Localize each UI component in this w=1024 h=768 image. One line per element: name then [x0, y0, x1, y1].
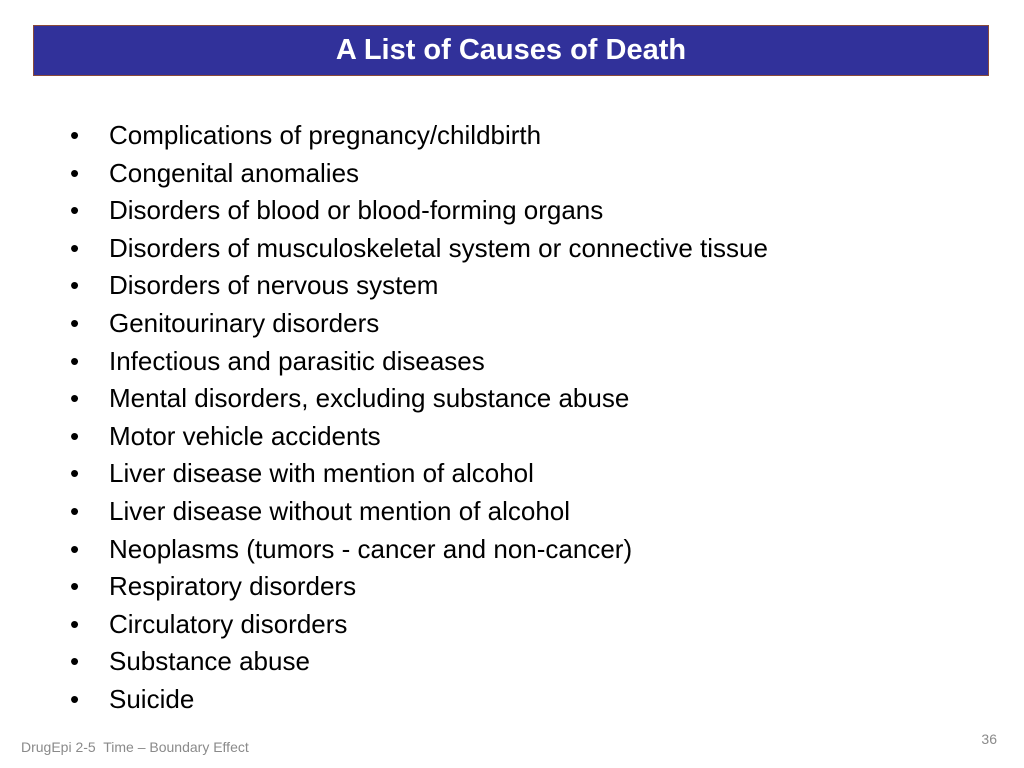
- bullet-icon: •: [70, 120, 80, 150]
- list-item-label: Disorders of nervous system: [109, 270, 439, 301]
- list-item-label: Respiratory disorders: [109, 571, 357, 602]
- footer-text: DrugEpi 2-5 Time – Boundary Effect: [21, 739, 249, 755]
- list-item-label: Neoplasms (tumors - cancer and non-cancer): [109, 533, 633, 564]
- list-item-label: Mental disorders, excluding substance abuse: [109, 383, 630, 414]
- page-number: 36: [981, 731, 997, 747]
- bullet-icon: •: [70, 495, 80, 526]
- bullet-icon: •: [70, 533, 80, 564]
- slide-title: A List of Causes of Death: [335, 34, 687, 66]
- list-item-label: Suicide: [109, 683, 195, 714]
- list-item-label: Circulatory disorders: [109, 608, 348, 639]
- list-item-label: Substance abuse: [109, 646, 310, 677]
- list-item-label: Liver disease without mention of alcohol: [109, 495, 571, 526]
- bullet-icon: •: [70, 646, 80, 677]
- bullet-icon: •: [70, 270, 80, 301]
- list-item-label: Infectious and parasitic diseases: [109, 345, 485, 376]
- bullet-icon: •: [70, 345, 80, 376]
- list-item-label: Genitourinary disorders: [109, 307, 380, 338]
- bullet-icon: •: [70, 383, 80, 414]
- list-item-label: Disorders of musculoskeletal system or connective tissue: [109, 232, 768, 263]
- bullet-icon: •: [70, 157, 80, 188]
- title-banner: [33, 25, 989, 76]
- list-item-label: Disorders of blood or blood-forming organs: [109, 195, 604, 226]
- list-item-label: Liver disease with mention of alcohol: [109, 458, 534, 489]
- list-item-label: Congenital anomalies: [109, 157, 360, 188]
- bullet-icon: •: [70, 571, 80, 602]
- list-item-label: Complications of pregnancy/childbirth: [109, 120, 542, 150]
- bullet-icon: •: [70, 195, 80, 226]
- list-item-label: Motor vehicle accidents: [109, 420, 381, 451]
- bullet-icon: •: [70, 232, 80, 263]
- bullet-icon: •: [70, 608, 80, 639]
- bullet-icon: •: [70, 307, 80, 338]
- bullet-icon: •: [70, 420, 80, 451]
- bullet-icon: •: [70, 458, 80, 489]
- bullet-icon: •: [70, 683, 80, 714]
